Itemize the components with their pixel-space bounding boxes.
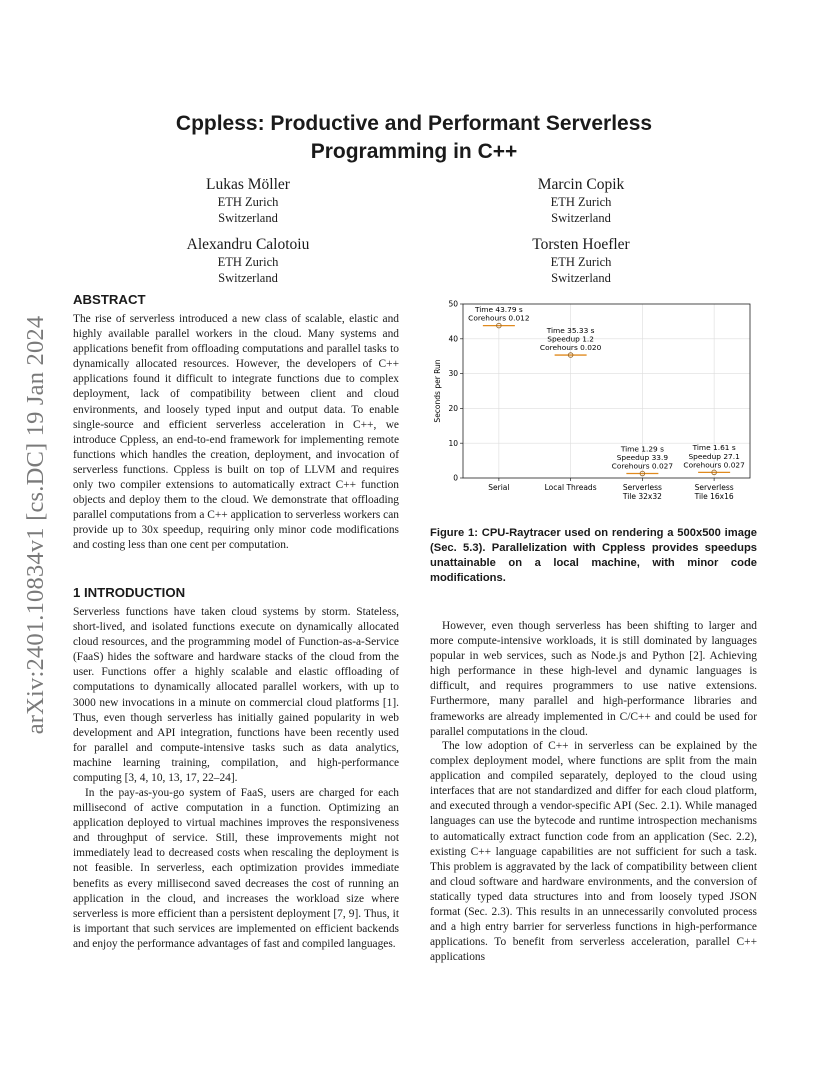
author-block-3 <box>128 236 368 286</box>
y-axis-label: Seconds per Run <box>433 359 442 423</box>
arxiv-stamp <box>16 290 56 760</box>
data-label: Time 1.29 s <box>620 444 664 454</box>
intro-paragraph-1: Serverless functions have taken cloud systems by storm. Stateless, short-lived, and isolated functions execute on dynamically allocated cloud resources, and the programming model of Function-as-a-Service (FaaS) hides the software and hardware stacks of the cloud from the user. Functions offer a highly scalable and elastic offloading of computations to dynamically allocated parallel workers, with up to 3000 new invocations in a minute on commercial cloud platforms [1]. Thus, even though serverless has initially gained popularity in web development and API integration, functions have been recently used for parallel and compute-intensive tasks such as data analytics, machine learning training, compilation, and high-performance computing [3, 4, 10, 13, 17, 22–24]. <box>73 606 399 785</box>
author-name: Alexandru Calotoiu <box>186 236 310 253</box>
y-tick-label: 0 <box>453 473 458 483</box>
y-tick-label: 40 <box>448 334 458 344</box>
x-tick-label: Serverless <box>694 483 734 492</box>
x-tick-label: Tile 32x32 <box>622 492 662 501</box>
right-paragraph-2: The low adoption of C++ in serverless can be explained by the complex deployment model, where functions are split from the main application and compiled separately, deployed to the cloud using interfaces that are not standardized and differ for each cloud platform, and executed through a vendor-specific API (Sec. 2.1). While managed languages can use the bytecode and runtime introspection mechanisms to automatically extract function code from an application (Sec. 2.2), existing C++ language capabilities are not sufficient for such a task. This problem is aggravated by the lack of compatibility between client and cloud software and hardware environments, and the conversion of statically typed data structures into and from loosely typed JSON format (Sec. 2.3). This results in an unnecessarily convoluted process and a high entry barrier for serverless functions in high-performance applications. To benefit from serverless acceleration, parallel C++ applications <box>430 740 757 964</box>
x-tick-label: Serial <box>488 483 510 492</box>
abstract-text: The rise of serverless introduced a new class of scalable, elastic and highly available parallel workers in the cloud. Many systems and applications benefit from offloading computations and parallel tasks to dynamically allocated resources. However, the developers of C++ applications found it difficult to integrate functions due to complex deployment, lack of compatibility between client and cloud environments, and loosely typed input and output data. To enable single-source and efficient serverless acceleration in C++, we introduce Cppless, an end-to-end framework for implementing remote functions which handles the creation, deployment, and invocation of serverless functions. Cppless is built on top of LLVM and requires only two compiler extensions to automatically extract C++ function objects and deploy them to the cloud. We demonstrate that offloading parallel computations from a C++ application to serverless workers can provide up to 30x speedup, requiring only minor code modifications and costing less than one cent per computation. <box>73 313 399 552</box>
author-block-1 <box>128 176 368 226</box>
author-affiliation: ETH Zurich <box>217 195 279 209</box>
chart-svg <box>428 298 760 504</box>
paper-title <box>0 110 828 166</box>
x-tick-label: Local Threads <box>544 483 597 492</box>
author-name: Lukas Möller <box>206 176 290 193</box>
y-tick-label: 50 <box>448 299 458 309</box>
arxiv-stamp-text: arXiv:2401.10834v1 [cs.DC] 19 Jan 2024 <box>22 315 49 735</box>
data-label: Corehours 0.027 <box>683 460 745 470</box>
y-tick-label: 20 <box>448 404 458 413</box>
author-name: Marcin Copik <box>537 176 625 193</box>
author-block-4 <box>461 236 701 286</box>
author-country: Switzerland <box>551 271 611 285</box>
x-tick-label: Tile 16x16 <box>694 492 734 501</box>
author-block-2 <box>461 176 701 226</box>
figure-caption: Figure 1: CPU-Raytracer used on rendering a 500x500 image (Sec. 5.3). Parallelization with Cppless provides speedups unattainable on a local machine, with minor code modifications. <box>430 527 757 584</box>
author-affiliation: ETH Zurich <box>217 255 279 269</box>
title-line-1: Cppless: Productive and Performant Serverless <box>175 112 653 135</box>
data-label: Corehours 0.020 <box>539 343 602 353</box>
intro-paragraph-2: In the pay-as-you-go system of FaaS, users are charged for each millisecond of active computation in a function. Optimizing an application deployed to virtual machines improves the responsiveness and throughput of service. Still, these improvements might not immediately lead to decreased costs when rescaling the deployment is not feasible. In serverless, each optimization provides immediate benefits as every millisecond saved decreases the cost of running an application in the cloud, and increases the workload size where serverless is more efficient than a persistent deployment [7, 9]. Thus, it is important that such services are implemented on efficient backends and enjoy the performance advantages of fast and compiled languages. <box>73 787 399 950</box>
data-label: Speedup 1.2 <box>547 334 594 344</box>
data-label: Speedup 27.1 <box>688 451 740 461</box>
title-line-2: Programming in C++ <box>310 140 518 163</box>
author-name: Torsten Hoefler <box>532 236 630 253</box>
y-tick-label: 10 <box>448 438 458 448</box>
data-label: Corehours 0.012 <box>468 313 530 323</box>
author-country: Switzerland <box>551 211 611 225</box>
data-label: Time 1.61 s <box>692 443 736 453</box>
x-tick-label: Serverless <box>622 483 662 492</box>
author-country: Switzerland <box>218 271 278 285</box>
x-axis-ticks <box>488 478 734 501</box>
y-tick-label: 30 <box>448 369 458 379</box>
data-label: Corehours 0.027 <box>611 461 674 471</box>
data-label: Time 43.79 s <box>474 305 523 315</box>
figure-1-chart <box>428 298 760 504</box>
chart-annotations <box>468 305 745 471</box>
author-affiliation: ETH Zurich <box>550 195 612 209</box>
intro-heading: 1 INTRODUCTION <box>73 585 186 600</box>
data-label: Time 35.33 s <box>546 325 595 335</box>
author-affiliation: ETH Zurich <box>550 255 612 269</box>
author-country: Switzerland <box>218 211 278 225</box>
data-label: Speedup 33.9 <box>616 452 669 462</box>
right-paragraph-1: However, even though serverless has been shifting to larger and more compute-intensive workloads, it is still dominated by languages popular in web services, such as Node.js and Python [2]. Achieving high performance in these high-level and dynamic languages is difficult, and requires programmers to use native extensions. Furthermore, many parallel and high-performance libraries and frameworks are already implemented in C/C++ and could be used for parallel computations in the cloud. <box>430 620 757 738</box>
y-axis-ticks <box>448 300 463 483</box>
abstract-heading: ABSTRACT <box>73 292 146 307</box>
